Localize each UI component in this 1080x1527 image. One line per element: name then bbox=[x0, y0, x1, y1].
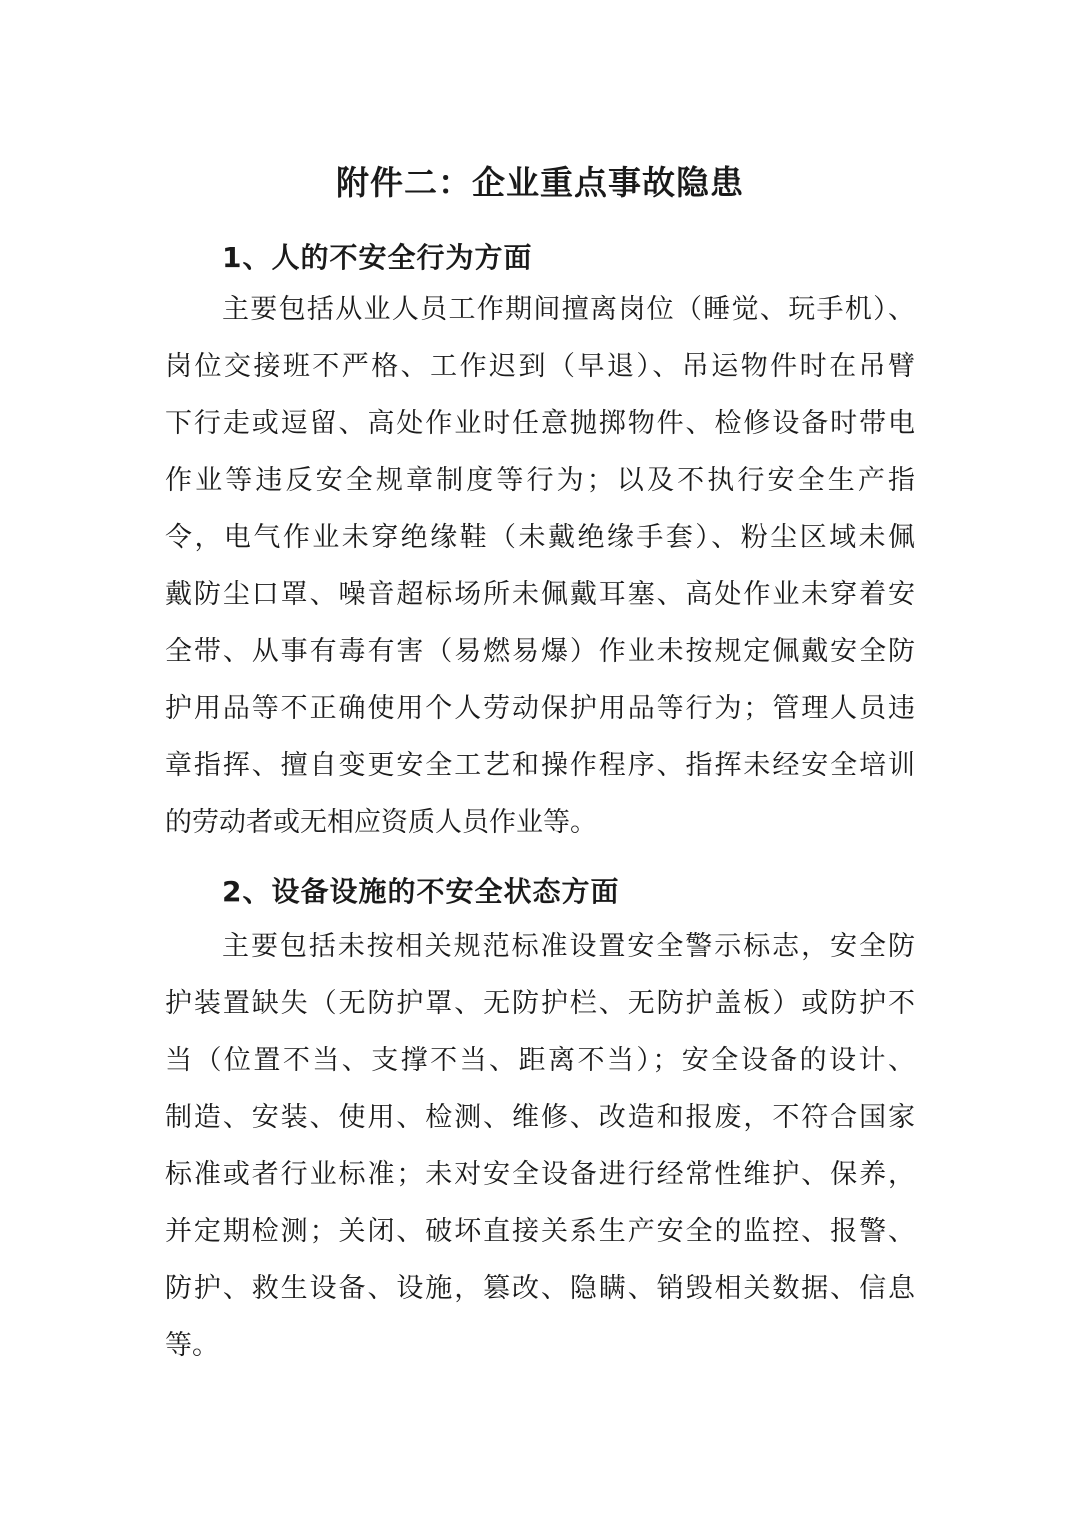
paragraph-line: 作业等违反安全规章制度等行为；以及不执行安全生产指 bbox=[165, 465, 915, 496]
paragraph-line: 令，电气作业未穿绝缘鞋（未戴绝缘手套）、粉尘区域未佩 bbox=[165, 522, 915, 553]
paragraph-line: 全带、从事有毒有害（易燃易爆）作业未按规定佩戴安全防 bbox=[165, 636, 915, 667]
paragraph-line: 护装置缺失（无防护罩、无防护栏、无防护盖板）或防护不 bbox=[165, 988, 915, 1019]
paragraph-line: 制造、安装、使用、检测、维修、改造和报废，不符合国家 bbox=[165, 1102, 915, 1133]
paragraph-line: 防护、救生设备、设施，篡改、隐瞒、销毁相关数据、信息 bbox=[165, 1273, 915, 1304]
paragraph-line: 护用品等不正确使用个人劳动保护用品等行为；管理人员违 bbox=[165, 693, 915, 724]
paragraph-line: 等。 bbox=[165, 1330, 219, 1361]
section-heading-1: 1、人的不安全行为方面 bbox=[222, 241, 533, 274]
paragraph-line: 下行走或逗留、高处作业时任意抛掷物件、检修设备时带电 bbox=[165, 408, 915, 439]
paragraph-line: 主要包括从业人员工作期间擅离岗位（睡觉、玩手机）、 bbox=[222, 294, 915, 325]
paragraph-line: 并定期检测；关闭、破坏直接关系生产安全的监控、报警、 bbox=[165, 1216, 915, 1247]
paragraph-line: 戴防尘口罩、噪音超标场所未佩戴耳塞、高处作业未穿着安 bbox=[165, 579, 915, 610]
paragraph-line: 标准或者行业标准；未对安全设备进行经常性维护、保养， bbox=[165, 1159, 915, 1190]
paragraph-line: 当（位置不当、支撑不当、距离不当）；安全设备的设计、 bbox=[165, 1045, 915, 1076]
section-heading-2: 2、设备设施的不安全状态方面 bbox=[222, 875, 620, 908]
paragraph-line: 章指挥、擅自变更安全工艺和操作程序、指挥未经安全培训 bbox=[165, 750, 915, 781]
paragraph-line: 主要包括未按相关规范标准设置安全警示标志，安全防 bbox=[222, 931, 915, 962]
paragraph-line: 岗位交接班不严格、工作迟到（早退）、吊运物件时在吊臂 bbox=[165, 351, 915, 382]
page-title: 附件二：企业重点事故隐患 bbox=[336, 163, 744, 202]
paragraph-line: 的劳动者或无相应资质人员作业等。 bbox=[165, 807, 597, 838]
